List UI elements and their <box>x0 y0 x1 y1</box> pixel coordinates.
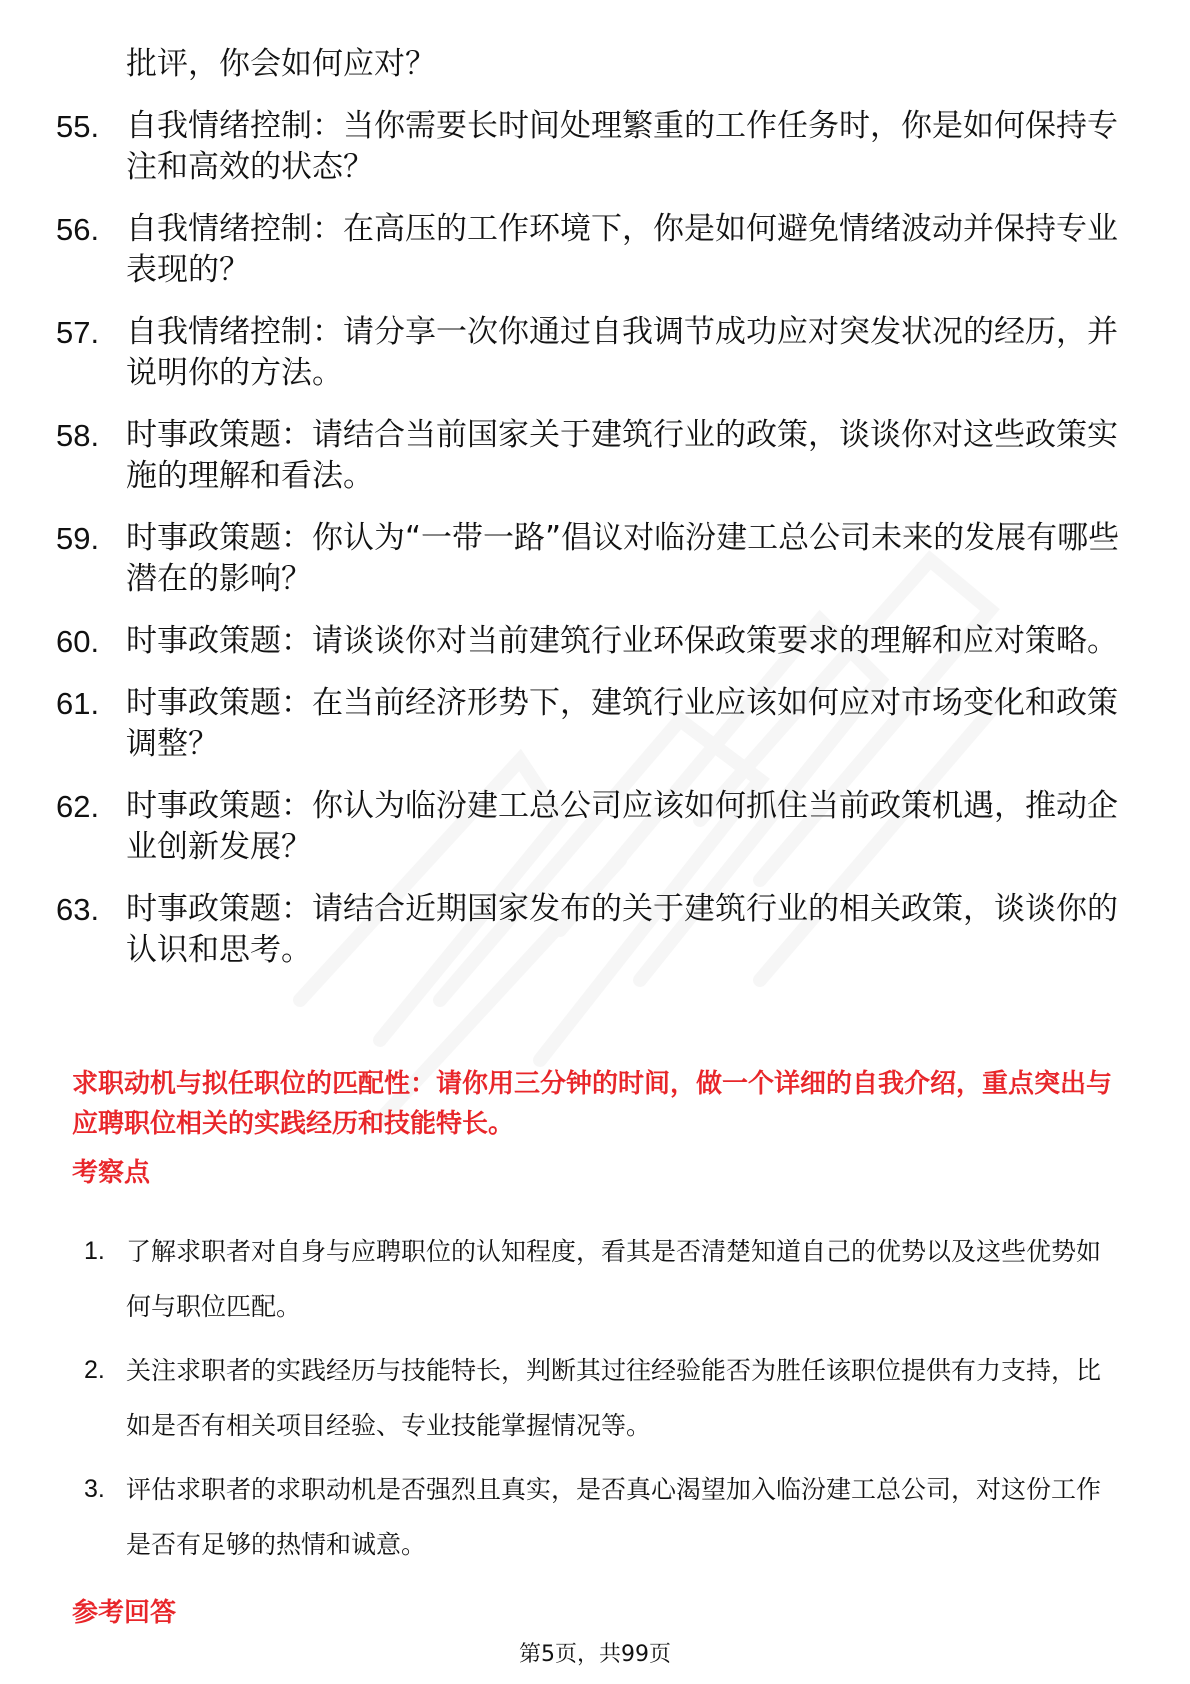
reference-answer-label: 参考回答 <box>72 1598 177 1628</box>
assessment-text: 关注求职者的实践经历与技能特长，判断其过往经验能否为胜任该职位提供有力支持，比如是否有相关项目经验、专业技能掌握情况等。 <box>126 1356 1102 1440</box>
assessment-list <box>84 1224 1124 1581</box>
assessment-text: 了解求职者对自身与应聘职位的认知程度，看其是否清楚知道自己的优势以及这些优势如何与职位匹配。 <box>126 1237 1102 1321</box>
section-heading: 求职动机与拟任职位的匹配性：请你用三分钟的时间，做一个详细的自我介绍，重点突出与应聘职位相关的实践经历和技能特长。 <box>72 1069 1113 1139</box>
question-number: 55. <box>56 109 100 144</box>
question-text: 时事政策题：你认为“一带一路”倡议对临汾建工总公司未来的发展有哪些潜在的影响？ <box>126 520 1120 597</box>
question-text: 自我情绪控制：在高压的工作环境下，你是如何避免情绪波动并保持专业表现的？ <box>126 211 1118 288</box>
question-number: 61. <box>56 686 100 721</box>
question-text: 时事政策题：你认为临汾建工总公司应该如何抓住当前政策机遇，推动企业创新发展？ <box>126 788 1118 865</box>
question-text: 自我情绪控制：请分享一次你通过自我调节成功应对突发状况的经历，并说明你的方法。 <box>126 314 1118 391</box>
question-list <box>56 44 1136 992</box>
question-text: 时事政策题：请结合近期国家发布的关于建筑行业的相关政策，谈谈你的认识和思考。 <box>126 891 1118 968</box>
assessment-number: 2. <box>84 1356 105 1384</box>
question-number: 63. <box>56 892 100 927</box>
assessment-item <box>84 1224 1124 1334</box>
question-item <box>56 106 1136 188</box>
question-number: 59. <box>56 521 100 556</box>
question-item <box>56 415 1136 497</box>
assessment-label: 考察点 <box>72 1158 151 1188</box>
assessment-item <box>84 1462 1124 1572</box>
page-number: 第5页，共99页 <box>519 1642 671 1667</box>
question-continuation: 批评，你会如何应对？ <box>126 46 436 82</box>
question-item <box>56 889 1136 971</box>
question-text: 时事政策题：请谈谈你对当前建筑行业环保政策要求的理解和应对策略。 <box>126 623 1118 659</box>
question-number: 58. <box>56 418 100 453</box>
question-item <box>56 683 1136 765</box>
question-number: 57. <box>56 315 100 350</box>
question-item <box>56 621 1136 662</box>
assessment-number: 1. <box>84 1237 105 1265</box>
question-item <box>56 518 1136 600</box>
question-text: 时事政策题：请结合当前国家关于建筑行业的政策，谈谈你对这些政策实施的理解和看法。 <box>126 417 1118 494</box>
question-item <box>56 312 1136 394</box>
question-text: 时事政策题：在当前经济形势下，建筑行业应该如何应对市场变化和政策调整？ <box>126 685 1118 762</box>
question-number: 62. <box>56 789 100 824</box>
question-item <box>56 209 1136 291</box>
question-item <box>56 786 1136 868</box>
assessment-number: 3. <box>84 1475 105 1503</box>
question-number: 56. <box>56 212 100 247</box>
assessment-text: 评估求职者的求职动机是否强烈且真实，是否真心渴望加入临汾建工总公司，对这份工作是否有足够的热情和诚意。 <box>126 1475 1102 1559</box>
question-text: 自我情绪控制：当你需要长时间处理繁重的工作任务时，你是如何保持专注和高效的状态？ <box>126 108 1118 185</box>
question-number: 60. <box>56 624 100 659</box>
assessment-item <box>84 1343 1124 1453</box>
